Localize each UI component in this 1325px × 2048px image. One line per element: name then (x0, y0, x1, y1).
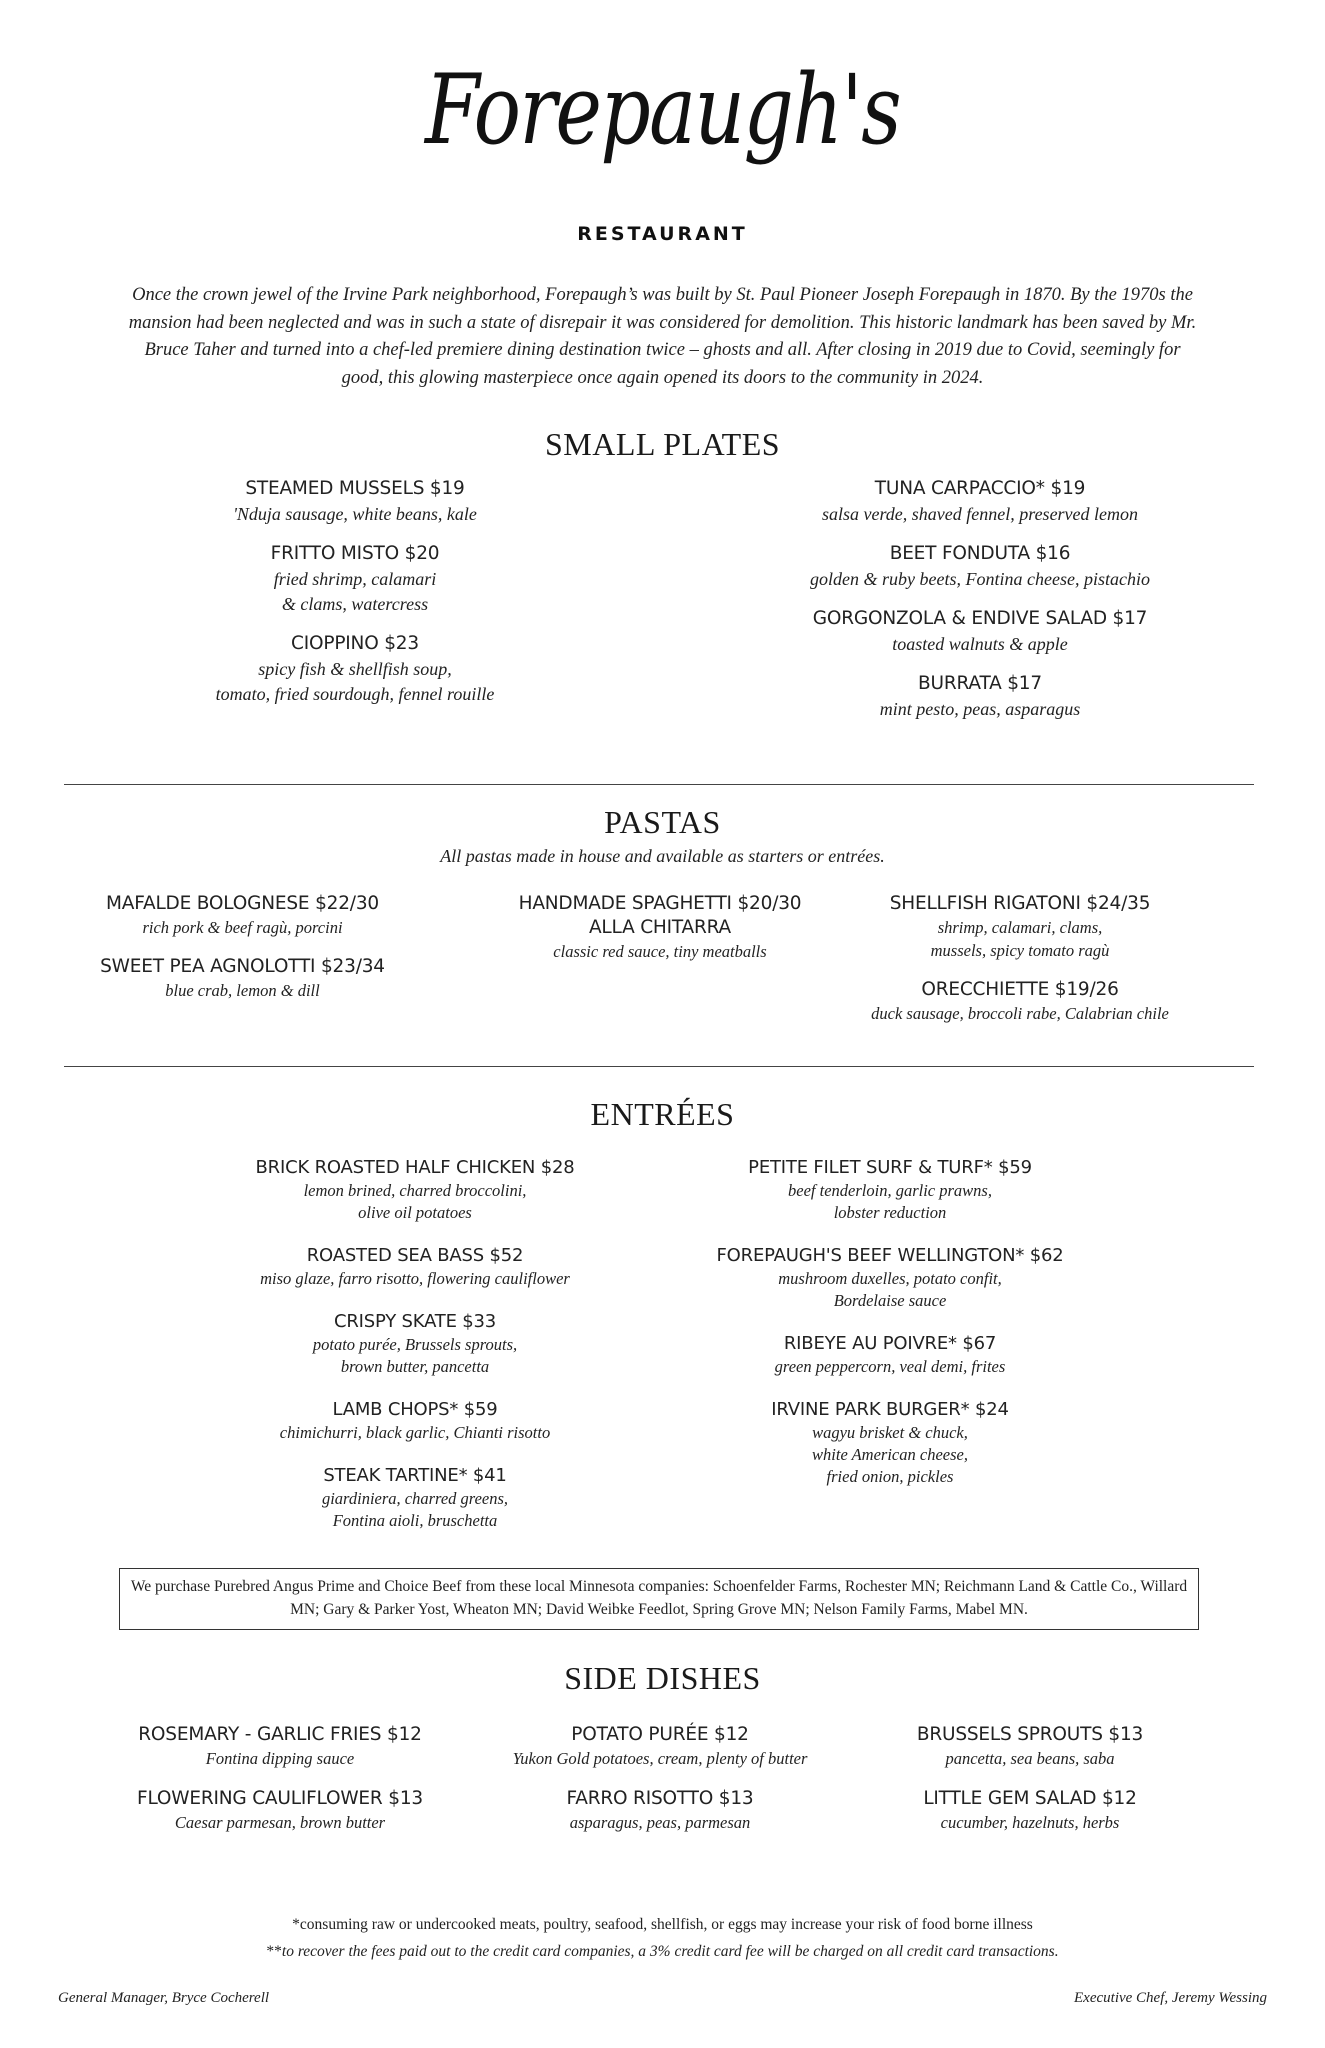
entrees-left-column (215, 1156, 615, 1552)
menu-item (480, 1786, 840, 1834)
item-name: ROASTED SEA BASS $52 (306, 1245, 524, 1266)
section-divider (64, 1066, 1254, 1067)
item-name: ROSEMARY - GARLIC FRIES $12 (138, 1724, 422, 1745)
menu-item (680, 1398, 1100, 1488)
executive-chef-signature: Executive Chef, Jeremy Wessing (1074, 1990, 1267, 2006)
item-name: FARRO RISOTTO $13 (566, 1788, 754, 1809)
credit-card-fee-text: to recover the fees paid out to the credit card companies, a 3% credit card fee will be charged on all credit card transactions. (281, 1943, 1059, 1960)
menu-item (760, 606, 1200, 657)
menu-item (490, 892, 830, 963)
pastas-left-column (70, 892, 415, 1018)
item-name: SHELLFISH RIGATONI $24/35 (889, 893, 1151, 914)
section-title-side-dishes: SIDE DISHES (564, 1660, 761, 1696)
item-name-line2: ALLA CHITARRA (588, 917, 732, 938)
item-description: shrimp, calamari, clams, mussels, spicy tomato ragù (930, 918, 1110, 960)
beef-sourcing-note: We purchase Purebred Angus Prime and Choice Beef from these local Minnesota companies: Schoenfelder Farms, Rochester MN; Reichmann Land & Cattle Co., Willard MN; Gary & Parker Yost, Wheaton MN; David Weibke Feedlot, Spring Grove MN; Nelson Family Farms, Mabel MN. (119, 1568, 1199, 1630)
item-name: FRITTO MISTO $20 (270, 543, 440, 564)
item-description: fried shrimp, calamari & clams, watercress (273, 569, 437, 614)
menu-item (760, 476, 1200, 527)
pastas-subtitle: All pastas made in house and available as starters or entrées. (440, 846, 885, 866)
menu-item (760, 671, 1200, 722)
item-name: GORGONZOLA & ENDIVE SALAD $17 (812, 608, 1148, 629)
item-name: SWEET PEA AGNOLOTTI $23/34 (100, 956, 385, 977)
item-name: STEAMED MUSSELS $19 (245, 478, 465, 499)
menu-item (215, 1244, 615, 1290)
general-manager-signature: General Manager, Bryce Cocherell (58, 1990, 270, 2006)
item-description: Fontina dipping sauce (205, 1749, 355, 1768)
menu-item (170, 541, 540, 617)
item-name: BEET FONDUTA $16 (889, 543, 1071, 564)
item-description: salsa verde, shaved fennel, preserved lemon (821, 504, 1139, 524)
item-description: lemon brined, charred broccolini, olive oil potatoes (303, 1181, 527, 1222)
item-name: LITTLE GEM SALAD $12 (923, 1788, 1137, 1809)
item-description: Caesar parmesan, brown butter (174, 1813, 386, 1832)
intro-paragraph: Once the crown jewel of the Irvine Park neighborhood, Forepaugh’s was built by St. Paul Pioneer Joseph Forepaugh in 1870. By the 1970s the mansion had been neglected and was in such a state of disrepair it was considered for demolition. This historic landmark has been saved by Mr. Bruce Taher and turned into a chef-led premiere dining destination twice – ghosts and all. After closing in 2019 due to Covid, seemingly for good, this glowing masterpiece once again opened its doors to the community in 2024. (128, 285, 1197, 388)
item-name: ORECCHIETTE $19/26 (921, 979, 1119, 1000)
menu-item (215, 1156, 615, 1224)
item-description: rich pork & beef ragù, porcini (142, 918, 343, 937)
item-description: golden & ruby beets, Fontina cheese, pistachio (810, 569, 1150, 589)
menu-item (680, 1332, 1100, 1378)
small-plates-right-column (760, 476, 1200, 736)
item-description: mint pesto, peas, asparagus (879, 699, 1081, 719)
restaurant-logo: Forepaugh's (424, 54, 901, 166)
item-name: CRISPY SKATE $33 (333, 1311, 497, 1332)
sides-left-column (110, 1722, 450, 1850)
section-divider (64, 784, 1254, 785)
item-description: duck sausage, broccoli rabe, Calabrian chile (871, 1004, 1169, 1023)
double-asterisk: ** (266, 1943, 282, 1960)
pastas-middle-column (490, 892, 830, 979)
small-plates-left-column (170, 476, 540, 721)
pastas-right-column (850, 892, 1190, 1041)
menu-item (110, 1722, 450, 1770)
menu-item (215, 1398, 615, 1444)
menu-item (680, 1156, 1100, 1224)
item-description: green peppercorn, veal demi, frites (774, 1357, 1006, 1376)
item-name: IRVINE PARK BURGER* $24 (771, 1399, 1009, 1420)
item-description: giardiniera, charred greens, Fontina aioli, bruschetta (321, 1489, 509, 1530)
item-name: STEAK TARTINE* $41 (323, 1465, 507, 1486)
menu-item (110, 1786, 450, 1834)
item-name: CIOPPINO $23 (291, 633, 419, 654)
item-description: mushroom duxelles, potato confit, Bordelaise sauce (778, 1269, 1002, 1310)
item-name: POTATO PURÉE $12 (571, 1724, 749, 1745)
item-description: classic red sauce, tiny meatballs (553, 942, 767, 961)
menu-item (70, 955, 415, 1002)
item-name: LAMB CHOPS* $59 (332, 1399, 498, 1420)
menu-item (850, 892, 1190, 962)
item-description: blue crab, lemon & dill (165, 981, 320, 1000)
entrees-right-column (680, 1156, 1100, 1508)
menu-item (215, 1464, 615, 1532)
item-description: chimichurri, black garlic, Chianti risotto (279, 1423, 551, 1442)
menu-item (760, 541, 1200, 592)
item-description: Yukon Gold potatoes, cream, plenty of butter (512, 1749, 808, 1768)
menu-item (680, 1244, 1100, 1312)
menu-item (170, 476, 540, 527)
item-description: pancetta, sea beans, saba (945, 1749, 1115, 1768)
item-description: 'Nduja sausage, white beans, kale (233, 504, 477, 524)
menu-item (880, 1786, 1180, 1834)
item-name: HANDMADE SPAGHETTI $20/30 (518, 893, 802, 914)
item-description: potato purée, Brussels sprouts, brown butter, pancetta (312, 1335, 518, 1376)
item-name: FOREPAUGH'S BEEF WELLINGTON* $62 (716, 1245, 1064, 1266)
item-name: FLOWERING CAULIFLOWER $13 (137, 1788, 423, 1809)
item-description: cucumber, hazelnuts, herbs (940, 1813, 1120, 1832)
menu-item (850, 978, 1190, 1025)
item-description: toasted walnuts & apple (892, 634, 1068, 654)
item-description: miso glaze, farro risotto, flowering cauliflower (260, 1269, 570, 1288)
item-description: spicy fish & shellfish soup, tomato, fried sourdough, fennel rouille (215, 659, 495, 704)
sides-right-column (880, 1722, 1180, 1850)
menu-item (480, 1722, 840, 1770)
menu-item (880, 1722, 1180, 1770)
section-title-pastas: PASTAS (604, 804, 721, 840)
item-name: BURRATA $17 (918, 673, 1042, 694)
item-description: beef tenderloin, garlic prawns, lobster reduction (788, 1181, 992, 1222)
menu-item (170, 631, 540, 707)
section-title-entrees: ENTRÉES (590, 1096, 735, 1132)
section-title-small-plates: SMALL PLATES (544, 426, 781, 462)
raw-food-disclaimer: *consuming raw or undercooked meats, poultry, seafood, shellfish, or eggs may increase your risk of food borne illness (292, 1916, 1033, 1933)
item-name: RIBEYE AU POIVRE* $67 (783, 1333, 997, 1354)
credit-card-fee-note (0, 1943, 1325, 1961)
menu-item (70, 892, 415, 939)
item-name: TUNA CARPACCIO* $19 (874, 478, 1086, 499)
menu-item (215, 1310, 615, 1378)
item-name: MAFALDE BOLOGNESE $22/30 (106, 893, 379, 914)
item-name: BRUSSELS SPROUTS $13 (916, 1724, 1144, 1745)
sides-middle-column (480, 1722, 840, 1850)
item-name: BRICK ROASTED HALF CHICKEN $28 (255, 1157, 575, 1178)
item-description: wagyu brisket & chuck, white American cheese, fried onion, pickles (812, 1423, 968, 1486)
restaurant-logo-subtitle: RESTAURANT (577, 223, 748, 245)
item-description: asparagus, peas, parmesan (569, 1813, 751, 1832)
item-name: PETITE FILET SURF & TURF* $59 (748, 1157, 1032, 1178)
